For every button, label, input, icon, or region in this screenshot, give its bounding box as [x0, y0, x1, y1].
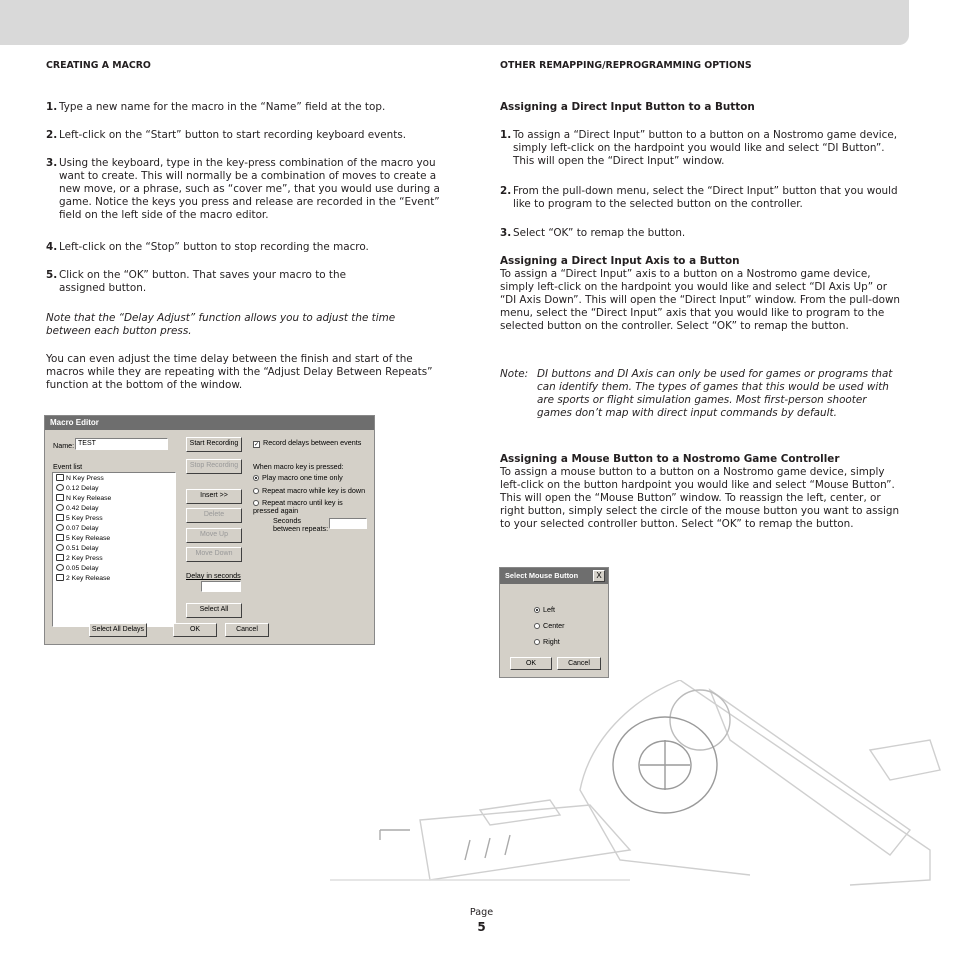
record-delays-checkbox[interactable]: ✓ Record delays between events — [254, 438, 362, 448]
radio-icon — [534, 639, 540, 645]
list-item[interactable]: 5 Key Release — [56, 534, 110, 544]
list-item[interactable]: N Key Press — [56, 474, 104, 484]
center-radio[interactable]: Center — [534, 621, 565, 630]
macro-editor-title: Macro Editor — [45, 416, 374, 430]
stop-recording-button[interactable]: Stop Recording — [186, 459, 242, 474]
seconds-between-input[interactable] — [329, 518, 367, 529]
checkmark-icon: ✓ — [254, 442, 260, 448]
mouse-cancel-button[interactable]: Cancel — [557, 657, 601, 670]
clock-icon — [56, 524, 64, 531]
mouse-dialog-title: Select Mouse Button — [500, 568, 608, 584]
radio-selected-icon — [534, 607, 540, 613]
event-list[interactable] — [52, 472, 176, 627]
left-heading: CREATING A MACRO — [46, 60, 151, 71]
step-4: 4. Left-click on the “Stop” button to stop recording the macro. — [46, 241, 369, 253]
event-list-label: Event list — [53, 462, 83, 471]
start-recording-button[interactable]: Start Recording — [186, 437, 242, 452]
radio-icon — [253, 500, 259, 506]
list-item[interactable]: 0.42 Delay — [56, 504, 99, 514]
page-label: Page — [469, 907, 494, 918]
list-item[interactable]: 0.51 Delay — [56, 544, 99, 554]
clock-icon — [56, 544, 64, 551]
mouse-ok-button[interactable]: OK — [510, 657, 552, 670]
list-item[interactable]: 0.12 Delay — [56, 484, 99, 494]
play-once-radio[interactable]: Play macro one time only — [253, 473, 343, 482]
clock-icon — [56, 504, 64, 511]
list-item[interactable]: N Key Release — [56, 494, 111, 504]
di-step-2: 2. From the pull-down menu, select the “Direct Input” button that you would like to program to the selected button on the controller. — [500, 185, 898, 210]
key-icon — [56, 494, 64, 501]
name-input[interactable]: TEST — [75, 438, 168, 450]
game-controller-illustration — [330, 680, 954, 890]
move-down-button[interactable]: Move Down — [186, 547, 242, 562]
list-item[interactable]: 5 Key Press — [56, 514, 103, 524]
seconds-between-label: Seconds between repeats: — [273, 516, 329, 533]
key-icon — [56, 554, 64, 561]
delay-seconds-label: Delay in seconds — [186, 571, 241, 580]
move-up-button[interactable]: Move Up — [186, 528, 242, 543]
when-pressed-label: When macro key is pressed: — [253, 462, 344, 471]
mouse-button-paragraph: To assign a mouse button to a button on a Nostromo game device, simply left-click on the button hardpoint you would like and select “Mouse Button”. This will open the “Mouse Button” window. To reassign the left, center, or right button, simply select the circle of the mouse button you want to assign to your selected controller button. Select “OK” to remap the button. — [500, 466, 900, 530]
list-item[interactable]: 2 Key Release — [56, 574, 110, 584]
key-icon — [56, 534, 64, 541]
clock-icon — [56, 484, 64, 491]
delay-note: Note that the “Delay Adjust” function allows you to adjust the time between each button press. — [46, 312, 396, 337]
page-number: 5 — [477, 920, 486, 934]
macro-editor-window — [44, 415, 375, 645]
di-step-1: 1. To assign a “Direct Input” button to a button on a Nostromo game device, simply left-click on the hardpoint you would like and select “DI Button”. This will open the “Direct Input” window. — [500, 129, 898, 167]
radio-selected-icon — [253, 475, 259, 481]
repeat-paragraph: You can even adjust the time delay between the finish and start of the macros while they are repeating with the “Adjust Delay Between Repeats” function at the bottom of the window. — [46, 353, 433, 391]
delete-button[interactable]: Delete — [186, 508, 242, 523]
right-heading: OTHER REMAPPING/REPROGRAMMING OPTIONS — [500, 60, 752, 71]
di-note: Note: DI buttons and DI Axis can only be used for games or programs that can identify them. The types of games that this would be used with are sports or flight simulation games. Most first-person shooter games don’t map with direct input commands by default. — [500, 368, 893, 419]
step-1: 1. Type a new name for the macro in the “Name” field at the top. — [46, 101, 386, 113]
list-item[interactable]: 2 Key Press — [56, 554, 103, 564]
ok-button[interactable]: OK — [173, 623, 217, 637]
cancel-button[interactable]: Cancel — [225, 623, 269, 637]
header-bar — [0, 0, 909, 45]
key-icon — [56, 574, 64, 581]
mouse-button-dialog — [499, 567, 609, 678]
select-all-delays-button[interactable]: Select All Delays — [89, 623, 147, 637]
di-button-heading: Assigning a Direct Input Button to a Button — [500, 101, 755, 113]
key-icon — [56, 474, 64, 481]
repeat-while-down-radio[interactable]: Repeat macro while key is down — [253, 486, 365, 495]
clock-icon — [56, 564, 64, 571]
close-icon[interactable]: X — [593, 570, 605, 582]
step-3: 3. Using the keyboard, type in the key-press combination of the macro you want to create. This will normally be a combination of moves to create a new move, or a phrase, such as “cover me”, that you would use during a game. Notice the keys you press and release are recorded in the “Event” field on the left side of the macro editor. — [46, 157, 440, 221]
delay-seconds-input[interactable] — [201, 581, 241, 592]
repeat-until-radio[interactable]: Repeat macro until key is pressed again — [253, 498, 343, 515]
di-axis-heading: Assigning a Direct Input Axis to a Button — [500, 255, 740, 267]
name-label: Name: — [53, 441, 75, 450]
di-step-3: 3. Select “OK” to remap the button. — [500, 227, 686, 239]
insert-button[interactable]: Insert >> — [186, 489, 242, 504]
radio-icon — [534, 623, 540, 629]
list-item[interactable]: 0.07 Delay — [56, 524, 99, 534]
step-5: 5. Click on the “OK” button. That saves your macro to the assigned button. — [46, 269, 346, 294]
di-axis-paragraph: To assign a “Direct Input” axis to a button on a Nostromo game device, simply left-click on the hardpoint you would like and select “DI Axis Up” or “DI Axis Down”. This will open the “Direct Input” window. From the pull-down menu, select the “Direct Input” axis that you would like to program to the selected button on the controller. Select “OK” to remap the button. — [500, 268, 901, 332]
radio-icon — [253, 488, 259, 494]
right-radio[interactable]: Right — [534, 637, 560, 646]
mouse-button-heading: Assigning a Mouse Button to a Nostromo Game Controller — [500, 453, 840, 465]
step-2: 2. Left-click on the “Start” button to start recording keyboard events. — [46, 129, 407, 141]
list-item[interactable]: 0.05 Delay — [56, 564, 99, 574]
select-all-button[interactable]: Select All — [186, 603, 242, 618]
left-radio[interactable]: Left — [534, 605, 555, 614]
key-icon — [56, 514, 64, 521]
